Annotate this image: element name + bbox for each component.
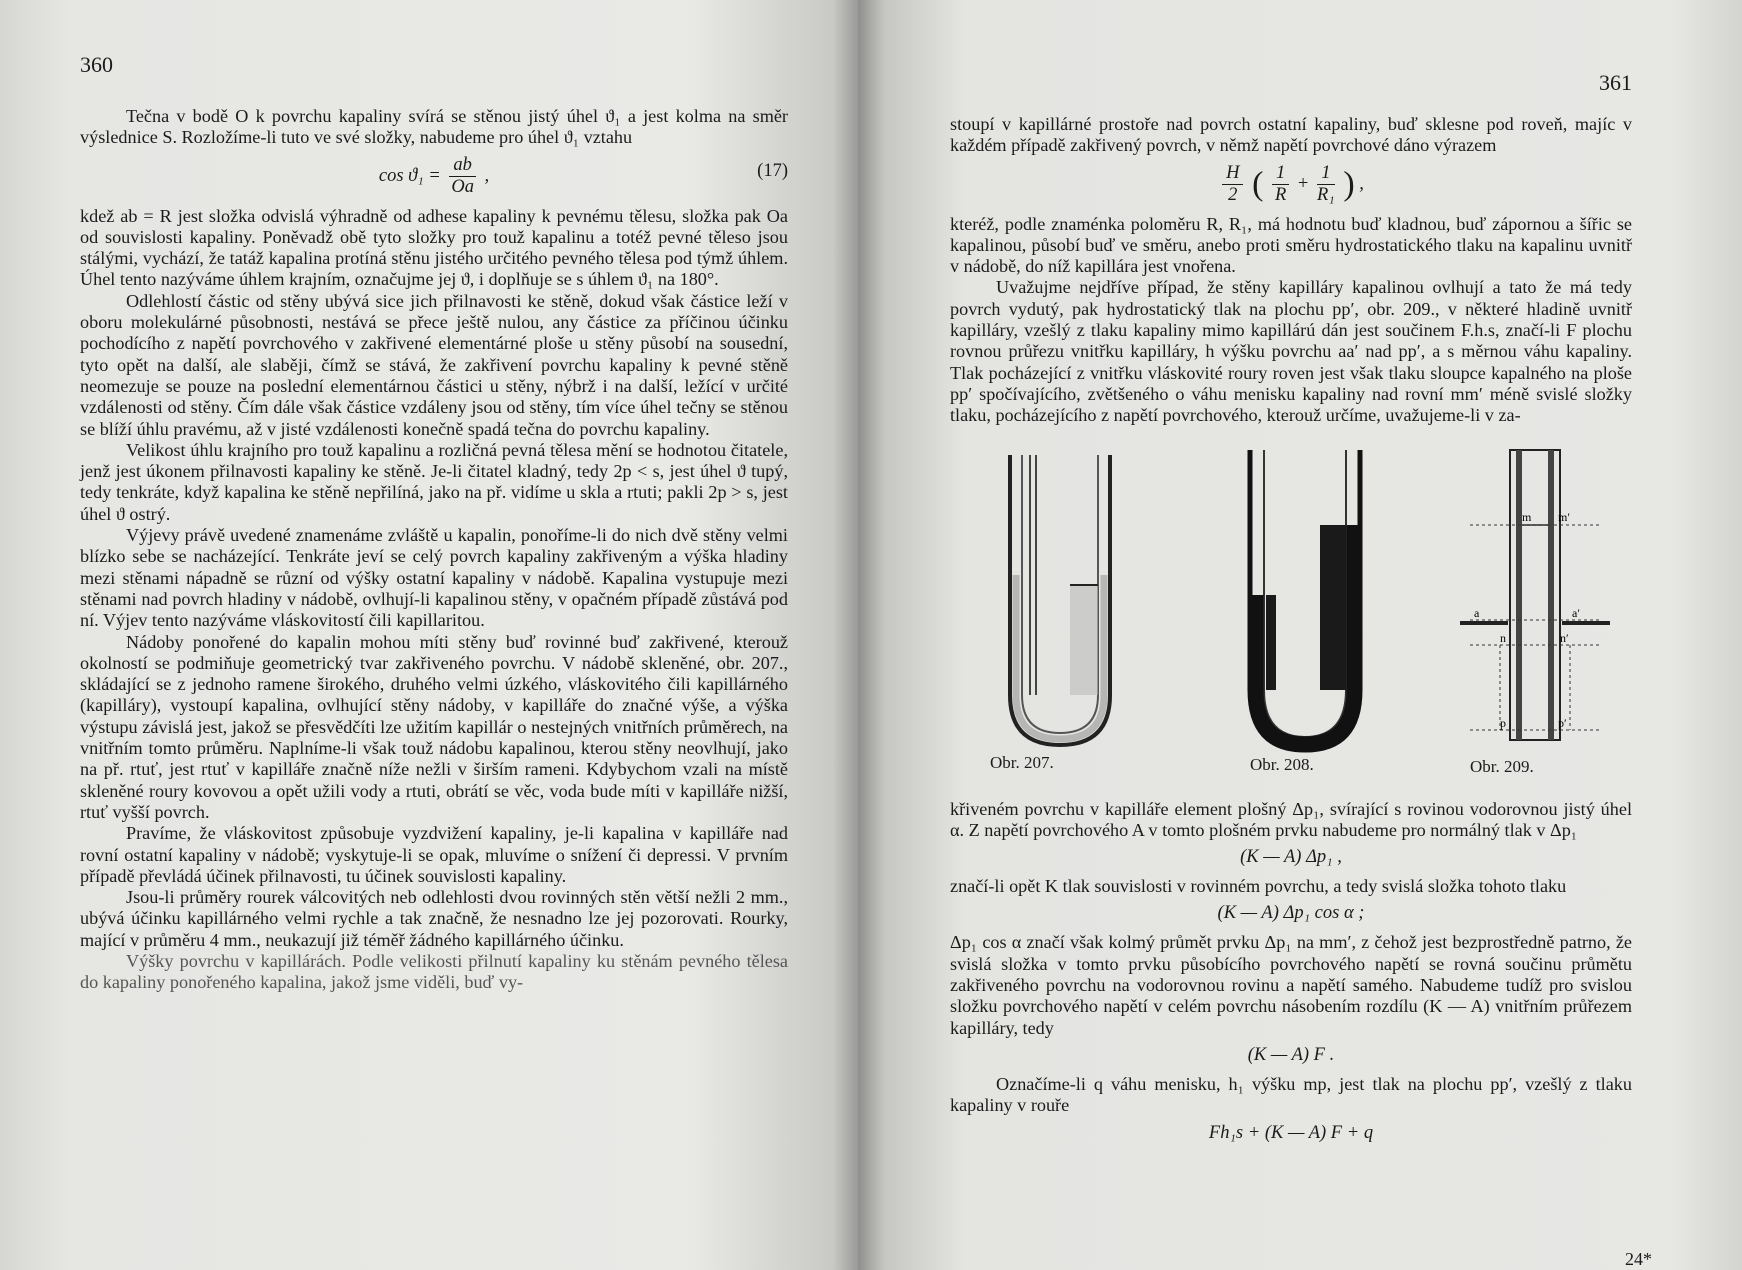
fraction bbox=[1317, 163, 1335, 206]
fraction-denominator: 2 bbox=[1228, 184, 1238, 205]
equation-tail: , bbox=[484, 165, 490, 186]
paragraph: Nádoby ponořené do kapalin mohou míti stěny buď rovinné buď zakřivené, kterouž okolností se podmiňuje geometrický tvar zakřiveného povrchu. V nádobě skleněné, obr. 207., skládající se z jednoho ramene širokého, druhého velmi úzkého, vláskovitého čili kapillárného (kapilláry), vystoupí kapalina, ovlhující stěny nádoby, v kapilláře do značné výše, a výška výstupu závislá jest, jakož se přesvědčíti lze užitím kapillár o nestejných vnitřních průměrech, na vnitřním tomto průměru. Naplníme-li však touž nádobu kapalinou, kterou stěny neovlhují, jako na př. rtuť, jest rtuť v kapilláře značně níže nežli v širším rameni. Kdybychom vzali na místě skleněné roury kovovou a opět užili vody a rtuti, obrátí se věc, voda bude míti v kapilláře nižší, rtuť vyšší povrch. bbox=[80, 631, 788, 822]
fraction bbox=[1222, 163, 1243, 206]
label-p-prime: p′ bbox=[1558, 715, 1567, 730]
label-n: n bbox=[1500, 630, 1506, 645]
paragraph: Jsou-li průměry rourek válcovitých neb odlehlosti dvou rovinných stěn větší nežli 2 mm., ubývá účinku kapillárného velmi rychle a tak značně, že nesnadno lze jej pozorovati. Rourky, mající v průměru 4 mm., neukazují již téměř žádného kapillárného účinku. bbox=[80, 887, 788, 950]
label-m: m bbox=[1522, 509, 1532, 524]
label-a: a bbox=[1474, 605, 1480, 620]
plus-sign: + bbox=[1297, 173, 1309, 194]
formula: (K — A) F . bbox=[1247, 1044, 1335, 1065]
paragraph: Pravíme, že vláskovitost způsobuje vyzdvižení kapaliny, je-li kapalina v kapilláře nad rovní ostatní kapaliny v nádobě; vyskytuje-li se opak, mluvíme o snížení či depressi. V prvním případě převládá účinek přilnavosti, tu účinek souvislosti kapaliny. bbox=[80, 823, 788, 886]
fraction-denominator: R₁ bbox=[1316, 184, 1335, 205]
paragraph: křiveném povrchu v kapilláře element plošný Δp₁, svírající s rovinou vodorovnou jistý úhel α. Z napětí povrchového A v tomto plošném prvku nabudeme pro normálný tlak v Δp₁ bbox=[950, 798, 1632, 840]
label-n-prime: n′ bbox=[1560, 630, 1569, 645]
paragraph: značí-li opět K tlak souvislosti v rovinném povrchu, a tedy svislá složka tohoto tlaku bbox=[950, 876, 1567, 897]
label-p: p bbox=[1500, 715, 1506, 730]
formula: (K — A) Δp₁ , bbox=[1240, 847, 1342, 868]
figure-caption: Obr. 209. bbox=[1470, 756, 1534, 776]
fraction-numerator: 1 bbox=[1317, 163, 1335, 185]
paragraph: Tečna v bodě O k povrchu kapaliny svírá se stěnou jistý úhel ϑ₁ a jest kolma na směr výslednice S. Rozložíme-li tuto ve své složky, nabudeme pro úhel ϑ₁ vztahu bbox=[80, 106, 788, 148]
equation-tail: , bbox=[1359, 173, 1364, 194]
surface-tension-formula bbox=[950, 163, 1632, 206]
paragraph: Výjevy právě uvedené znamenáme zvláště u kapalin, ponoříme-li do nich dvě stěny velmi blízko sebe se nacházející. Tenkráte jeví se celý povrch kapaliny zakřiveným a výška hladiny mezi stěnami nápadně se různí od výšky ostatní kapaliny v nádobě. Kapalina vystupuje mezi stěnami nad povrch hladiny v nádobě, ovlhují-li kapalinou stěny, v opačném případě zůstává pod ní. Výjev tento nazýváme vláskovitostí čili kapillaritou. bbox=[80, 525, 788, 631]
paren-open: ( bbox=[1252, 165, 1264, 203]
fraction bbox=[449, 155, 476, 198]
formula: Fh₁s + (K — A) F + q bbox=[1208, 1122, 1374, 1143]
fraction-numerator: H bbox=[1222, 163, 1243, 185]
paragraph: stoupí v kapillárné prostoře nad povrch ostatní kapaliny, buď sklesne pod roveň, majíc v každém případě zakřivený povrch, v němž napětí povrchové dáno výrazem bbox=[950, 114, 1632, 156]
figure-caption: Obr. 208. bbox=[1250, 754, 1314, 774]
figures-row bbox=[950, 445, 1632, 785]
paren-close: ) bbox=[1343, 165, 1355, 203]
signature-mark: 24* bbox=[1625, 1249, 1652, 1269]
fraction-numerator: ab bbox=[449, 155, 476, 177]
figure-208-u-tube bbox=[1220, 445, 1420, 755]
figure-caption: Obr. 207. bbox=[990, 752, 1054, 772]
page-number: 360 bbox=[80, 52, 113, 77]
fraction-denominator: R bbox=[1275, 184, 1287, 205]
paragraph: Uvažujme nejdříve případ, že stěny kapilláry kapalinou ovlhují a tato že má tedy povrch vydutý, pak hydrostatický tlak na plochu pp′, obr. 209., v některé hladině uvnitř kapilláry, vzešlý z tlaku kapaliny mimo kapillárú dán jest součinem F.h.s, značí-li F plochu rovnou průřezu vnitřku kapilláry, h výšku povrchu aa′ nad pp′, a s měrnou váhu kapaliny. Tlak pocházející z vnitřku vláskovité roury roven jest však tlaku sloupce kapalného na ploše pp′ spočívajícího, zvětšeného o váhu menisku kapaliny nad rovní mm′ méně svislé složky tlaku, pocházejícího z napětí povrchového, kterouž určíme, uvažujeme-li v za- bbox=[950, 277, 1632, 426]
fraction-denominator: Oa bbox=[451, 176, 474, 197]
figure-209-capillary-diagram bbox=[1460, 445, 1630, 755]
label-m-prime: m′ bbox=[1558, 509, 1570, 524]
equation-lhs: cos ϑ₁ = bbox=[378, 165, 441, 186]
figure-207-u-tube bbox=[970, 445, 1170, 755]
paragraph: Výšky povrchu v kapillárách. Podle velikosti přilnutí kapaliny ku stěnám pevného tělesa do kapaliny ponořeného kapalina, jakož jsme viděli, buď vy- bbox=[80, 950, 788, 993]
paragraph: Označíme-li q váhu menisku, h₁ výšku mp, jest tlak na plochu pp′, vzešlý z tlaku kapaliny v rouře bbox=[950, 1073, 1632, 1116]
page-number: 361 bbox=[1599, 70, 1632, 95]
right-page bbox=[858, 0, 1742, 1270]
equation-17 bbox=[80, 155, 788, 198]
left-page bbox=[0, 0, 858, 1270]
formula: (K — A) Δp₁ cos α ; bbox=[1217, 903, 1365, 924]
paragraph: kteréž, podle znaménka poloměru R, R₁, má hodnotu buď kladnou, buď zápornou a šířic se kapalinou, působí buď ve směru, anebo proti směru hydrostatického tlaku na kapalinu uvnitř v nádobě, do níž kapillára jest vnořena. bbox=[950, 213, 1632, 277]
fraction bbox=[1272, 163, 1289, 206]
label-a-prime: a′ bbox=[1572, 605, 1580, 620]
paragraph: Velikost úhlu krajního pro touž kapalinu a rozličná pevná tělesa mění se hodnotou čitatele, jenž jest úkonem přilnavosti kapaliny ke stěně. Je-li čitatel kladný, tedy 2p < s, jest úhel ϑ tupý, tedy tenkráte, když kapalina ke stěně nepřilíná, jako na př. vidíme u skla a rtuti; pakli 2p > s, jest úhel ϑ ostrý. bbox=[80, 439, 788, 524]
fraction-numerator: 1 bbox=[1272, 163, 1289, 185]
equation-number: (17) bbox=[757, 160, 788, 181]
paragraph: Δp₁ cos α značí však kolmý průmět prvku Δp₁ na mm′, z čehož jest bezprostředně patrno, že svislá složka v tomto prvku působícího povrchového napětí se rovná součinu průmětu zakřiveného povrchu na vodorovnou rovinu a napětí samého. Nabudeme tudíž pro svislou složku povrchového napětí v celém povrchu násobením rozdílu (K — A) vnitřním průřezem kapilláry, tedy bbox=[950, 932, 1632, 1038]
paragraph: Odlehlostí částic od stěny ubývá sice jich přilnavosti ke stěně, dokud však částice leží v oboru molekulárné působnosti, nestává se přece ještě nulou, any částice za příčinou účinku pochodícího z napětí povrchového v zakřivené elementárné ploše u stěny působí na sousední, tyto opět na další, ale slaběji, čímž se stává, že zakřivení povrchu kapaliny k pevné stěně neomezuje se pouze na poslední elementárnou částici u stěny, nýbrž i na další, ležící v určité vzdálenosti od stěny. Čím dále však částice vzdáleny jsou od stěny, tím více úhel tečny se stěnou se blíží úhlu pravému, až v jisté vzdálenosti konečně spadá tečna do povrchu kapaliny. bbox=[80, 290, 788, 439]
paragraph: kdež ab = R jest složka odvislá výhradně od adhese kapaliny k pevnému tělesu, složka pak Oa od souvislosti kapaliny. Poněvadž obě tyto složky pro touž kapalinu a totéž pevné těleso jsou stálými, vychází, že tatáž kapalina protíná stěnu jistého určitého pevného tělesa pod týmž úhlem. Úhel tento nazýváme úhlem krajním, označujme jej ϑ, i doplňuje se s úhlem ϑ₁ na 180°. bbox=[80, 205, 788, 290]
